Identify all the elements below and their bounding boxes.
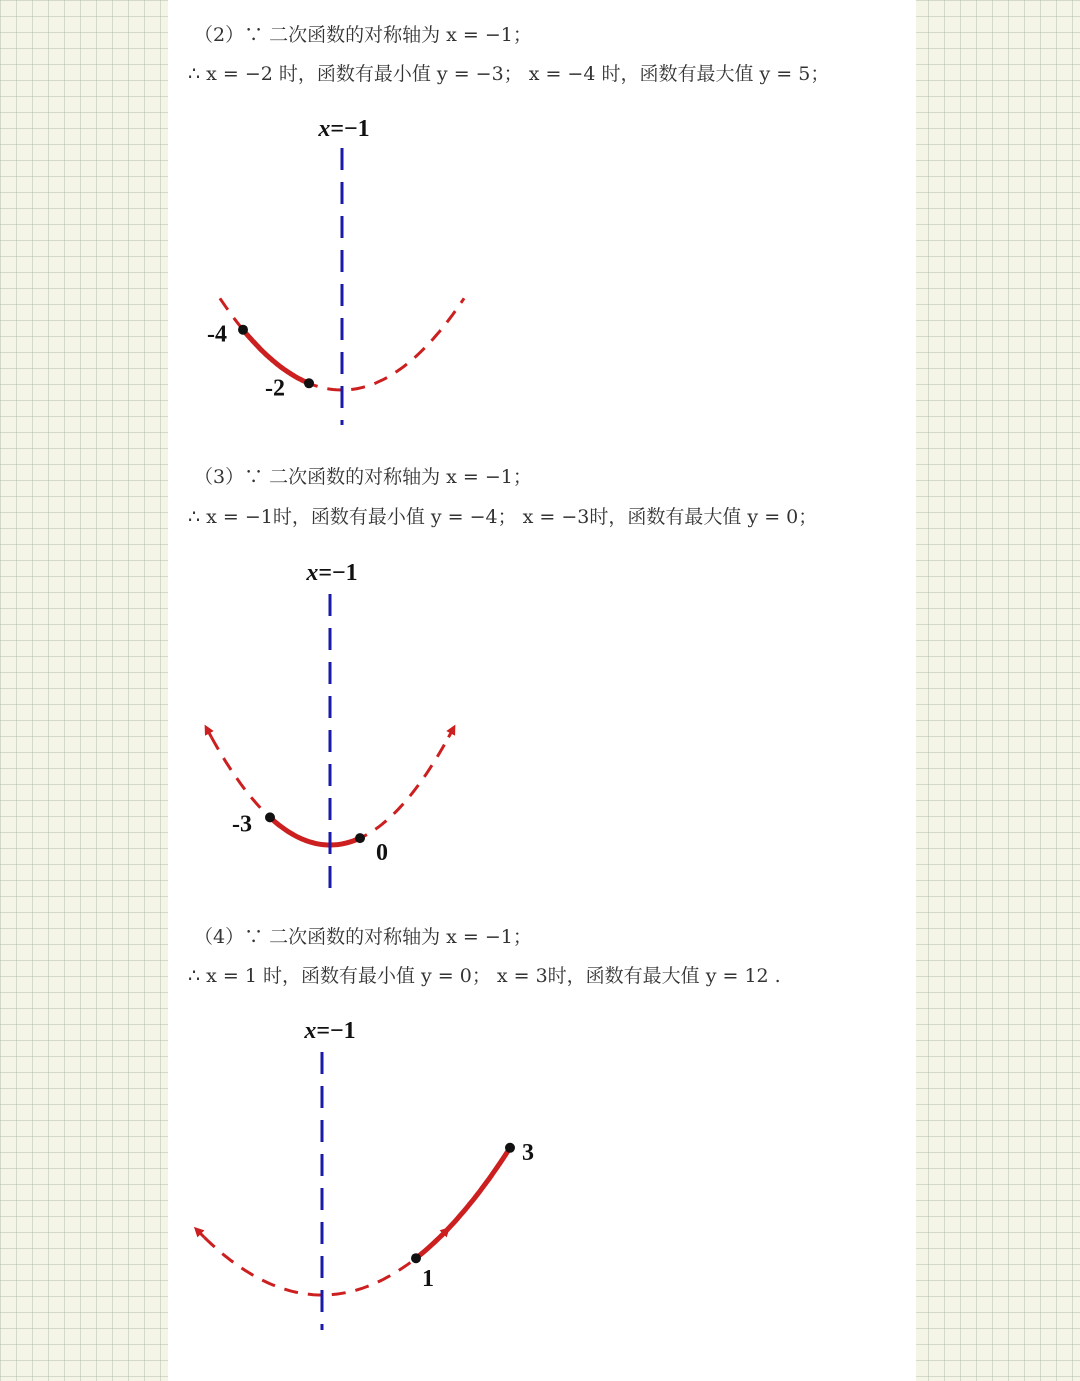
symmetry-axis-label: [317, 116, 369, 142]
endpoint-dot: [265, 812, 275, 822]
part-4-line-1: （4）∵ 二次函数的对称轴为 x = −1；: [194, 926, 532, 948]
part-3-line-2: ∴ x = −1时，函数有最小值 y = −4； x = −3时，函数有最大值 y = 0；: [188, 506, 818, 528]
endpoint-label: -3: [232, 811, 252, 838]
figure-part-2: [207, 116, 464, 425]
endpoint-label: -2: [265, 375, 285, 402]
endpoint-dot: [304, 378, 314, 388]
axis-label-variable: x: [304, 1018, 317, 1044]
parabola-arrow: [197, 1230, 204, 1237]
part-2-line-1: （2）∵ 二次函数的对称轴为 x = −1；: [194, 24, 532, 46]
parabola-range-segment: [270, 817, 360, 845]
endpoint-label: 3: [522, 1139, 534, 1166]
endpoint-dot: [505, 1143, 515, 1153]
symmetry-axis-label: [305, 560, 357, 586]
axis-label-value: =−1: [318, 560, 358, 586]
endpoint-dot: [411, 1253, 421, 1263]
parabola-arrow: [207, 729, 212, 737]
parabola-range-segment: [416, 1148, 510, 1258]
endpoint-label: 0: [376, 840, 388, 867]
part-3-line-1: （3）∵ 二次函数的对称轴为 x = −1；: [194, 466, 532, 488]
endpoint-dot: [355, 833, 365, 843]
symmetry-axis-label: [303, 1018, 355, 1044]
axis-label-variable: x: [306, 560, 319, 586]
axis-label-variable: x: [318, 116, 331, 142]
endpoint-dot: [238, 325, 248, 335]
axis-label-value: =−1: [330, 116, 370, 142]
figure-part-4: [197, 1018, 534, 1330]
part-2-line-2: ∴ x = −2 时，函数有最小值 y = −3； x = −4 时，函数有最大值 y = 5；: [188, 63, 830, 85]
figure-part-3: [207, 560, 453, 895]
axis-label-value: =−1: [316, 1018, 356, 1044]
endpoint-label: 1: [422, 1266, 434, 1293]
endpoint-label: -4: [207, 321, 227, 348]
part-4-line-2: ∴ x = 1 时，函数有最小值 y = 0； x = 3时，函数有最大值 y = 12 .: [188, 965, 781, 987]
parabola-arrow: [449, 729, 454, 737]
